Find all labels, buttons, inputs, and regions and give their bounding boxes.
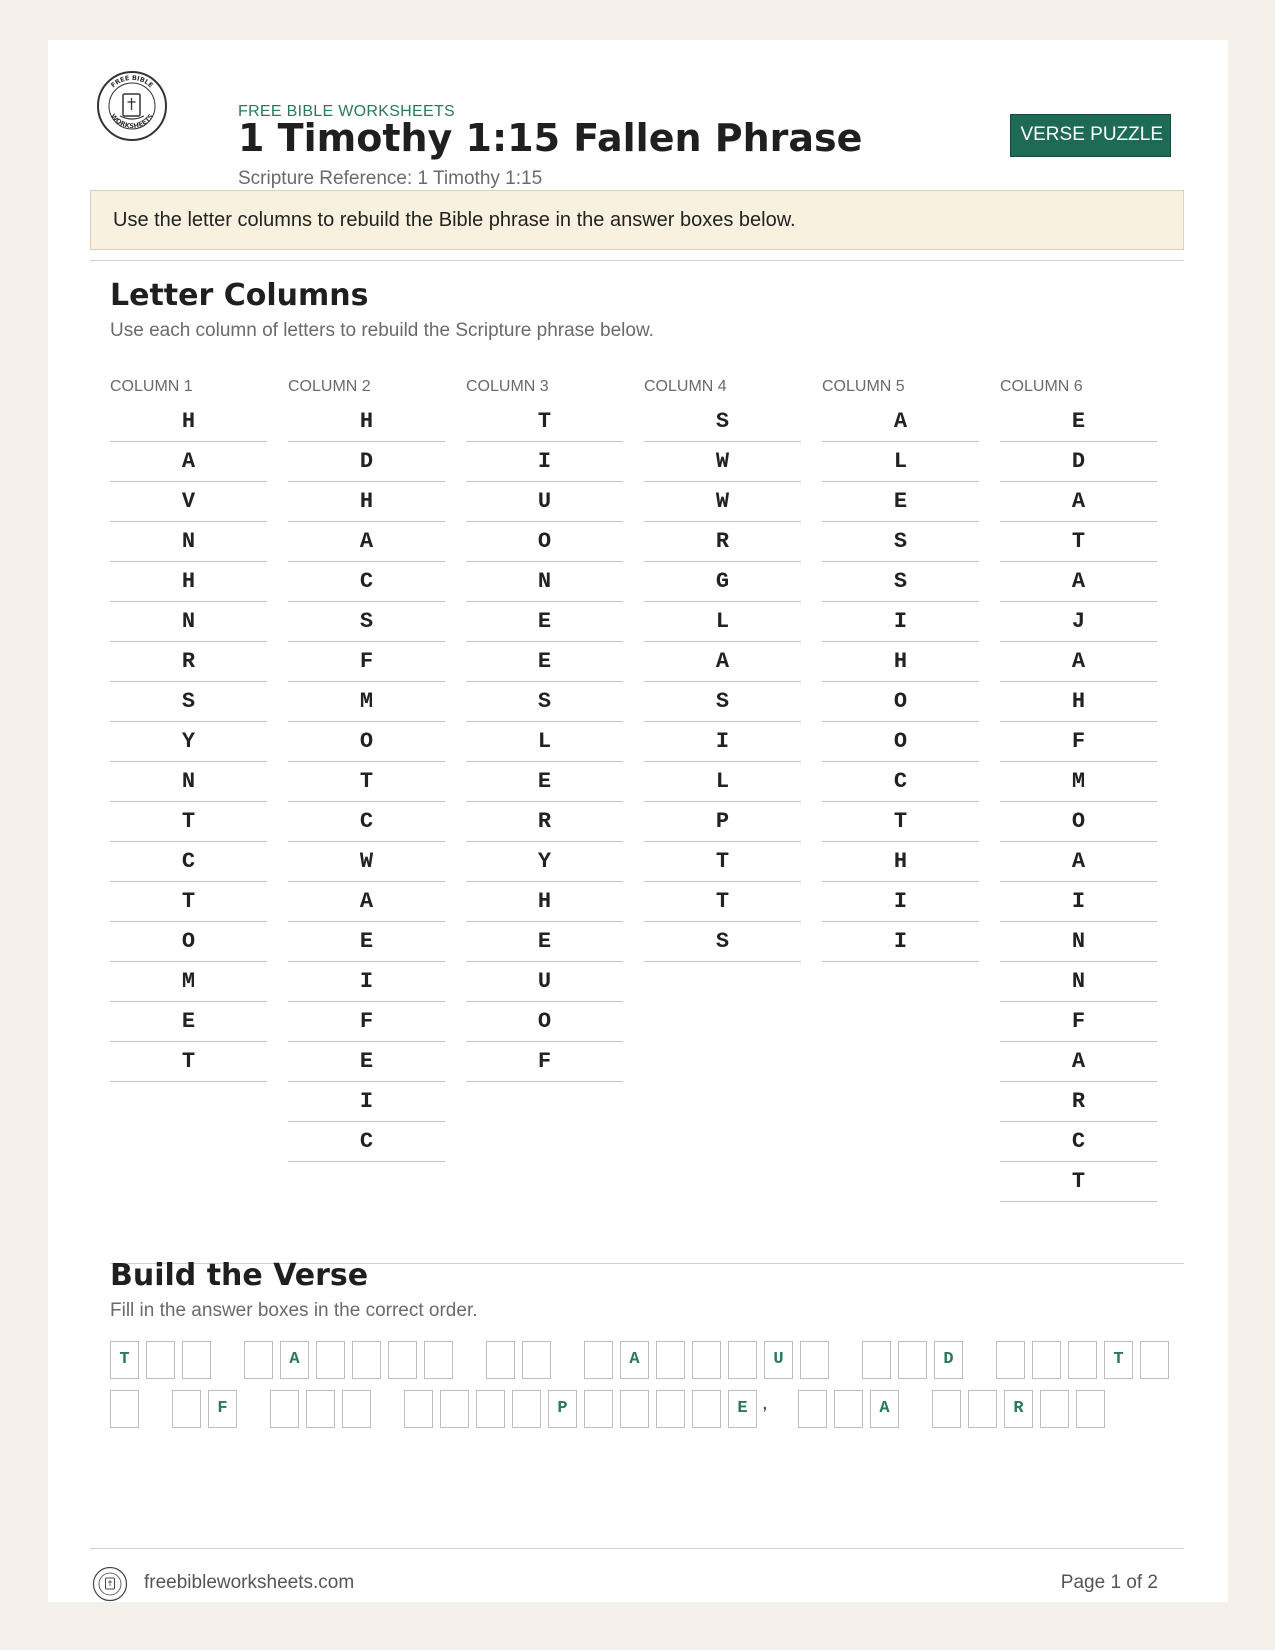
letter-cell: Y	[466, 842, 623, 882]
letter-cell: R	[466, 802, 623, 842]
letter-cell: I	[644, 722, 801, 762]
letter-cell: A	[1000, 642, 1157, 682]
letter-cell: A	[822, 402, 979, 442]
letter-cell: F	[466, 1042, 623, 1082]
answer-box[interactable]	[656, 1390, 685, 1428]
answer-box[interactable]	[424, 1341, 453, 1379]
letter-cell: I	[1000, 882, 1157, 922]
letter-cell: H	[110, 402, 267, 442]
letter-cell: U	[466, 962, 623, 1002]
letter-cell: A	[288, 522, 445, 562]
letter-cell: D	[288, 442, 445, 482]
header	[96, 70, 1181, 189]
letter-cell: I	[288, 1082, 445, 1122]
letter-cell: E	[466, 642, 623, 682]
letter-columns-subtitle: Use each column of letters to rebuild the Scripture phrase below.	[110, 320, 654, 341]
letter-cell: A	[1000, 482, 1157, 522]
letter-cell: S	[466, 682, 623, 722]
answer-box[interactable]	[404, 1390, 433, 1428]
letter-cell: A	[1000, 562, 1157, 602]
letter-cell: S	[644, 922, 801, 962]
letter-cell: A	[288, 882, 445, 922]
letter-cell: N	[1000, 962, 1157, 1002]
letter-cell: E	[466, 762, 623, 802]
answer-box[interactable]	[512, 1390, 541, 1428]
answer-box[interactable]	[620, 1390, 649, 1428]
letter-cell: L	[644, 762, 801, 802]
letter-cell: C	[1000, 1122, 1157, 1162]
answer-box[interactable]	[996, 1341, 1025, 1379]
letter-cell: U	[466, 482, 623, 522]
letter-column	[822, 377, 979, 962]
answer-box[interactable]	[800, 1341, 829, 1379]
letter-cell: I	[822, 602, 979, 642]
letter-cell: N	[466, 562, 623, 602]
letter-cell: T	[644, 842, 801, 882]
answer-box[interactable]	[146, 1341, 175, 1379]
letter-cell: P	[644, 802, 801, 842]
letter-columns-title: Letter Columns	[110, 278, 369, 313]
answer-box[interactable]	[1140, 1341, 1169, 1379]
letter-cell: I	[466, 442, 623, 482]
page-number: Page 1 of 2	[1060, 1572, 1158, 1593]
letter-cell: H	[822, 642, 979, 682]
letter-cell: T	[644, 882, 801, 922]
answer-box[interactable]: A	[280, 1341, 309, 1379]
answer-box[interactable]	[1076, 1390, 1105, 1428]
letter-cell: A	[1000, 1042, 1157, 1082]
letter-cell: N	[110, 762, 267, 802]
answer-box[interactable]: U	[764, 1341, 793, 1379]
letter-cell: E	[288, 1042, 445, 1082]
letter-cell: T	[110, 882, 267, 922]
bible-seal-logo	[92, 1566, 128, 1602]
letter-cell: O	[822, 682, 979, 722]
scripture-reference: Scripture Reference: 1 Timothy 1:15	[238, 168, 543, 189]
build-verse-subtitle: Fill in the answer boxes in the correct order.	[110, 1300, 478, 1321]
answer-box[interactable]	[798, 1390, 827, 1428]
answer-box[interactable]	[172, 1390, 201, 1428]
column-label: COLUMN 6	[1000, 378, 1083, 395]
answer-box[interactable]: A	[620, 1341, 649, 1379]
letter-cell: R	[110, 642, 267, 682]
letter-cell: W	[644, 482, 801, 522]
footer-divider	[90, 1548, 1184, 1549]
bible-seal-logo	[96, 70, 168, 142]
column-label: COLUMN 4	[644, 378, 727, 395]
svg-text:FREE BIBLE: FREE BIBLE	[109, 73, 155, 90]
answer-box[interactable]	[692, 1341, 721, 1379]
column-label: COLUMN 1	[110, 378, 193, 395]
answer-box[interactable]	[270, 1390, 299, 1428]
answer-box[interactable]	[932, 1390, 961, 1428]
letter-cell: E	[288, 922, 445, 962]
letter-cell: H	[822, 842, 979, 882]
letter-cell: T	[1000, 522, 1157, 562]
letter-cell: O	[466, 522, 623, 562]
answer-box[interactable]	[182, 1341, 211, 1379]
letter-cell: I	[822, 922, 979, 962]
section-divider	[90, 260, 1184, 261]
worksheet-page	[48, 40, 1228, 1602]
letter-cell: N	[1000, 922, 1157, 962]
answer-box[interactable]: E	[728, 1390, 757, 1428]
letter-cell: L	[822, 442, 979, 482]
letter-cell: S	[288, 602, 445, 642]
letter-cell: T	[110, 1042, 267, 1082]
answer-box[interactable]	[692, 1390, 721, 1428]
letter-cell: M	[1000, 762, 1157, 802]
answer-box[interactable]: R	[1004, 1390, 1033, 1428]
letter-cell: M	[110, 962, 267, 1002]
answer-box[interactable]	[1068, 1341, 1097, 1379]
letter-cell: T	[822, 802, 979, 842]
letter-cell: C	[288, 562, 445, 602]
letter-cell: F	[288, 642, 445, 682]
letter-cell: L	[644, 602, 801, 642]
letter-column	[110, 377, 267, 1082]
letter-cell: S	[644, 682, 801, 722]
letter-cell: V	[110, 482, 267, 522]
answer-box[interactable]	[440, 1390, 469, 1428]
letter-cell: C	[288, 1122, 445, 1162]
letter-cell: O	[1000, 802, 1157, 842]
letter-cell: F	[288, 1002, 445, 1042]
column-label: COLUMN 5	[822, 378, 905, 395]
letter-cell: H	[288, 402, 445, 442]
letter-cell: M	[288, 682, 445, 722]
answer-box[interactable]	[306, 1390, 335, 1428]
letter-cell: T	[1000, 1162, 1157, 1202]
letter-cell: O	[288, 722, 445, 762]
answer-box[interactable]	[316, 1341, 345, 1379]
letter-cell: O	[822, 722, 979, 762]
answer-box[interactable]	[342, 1390, 371, 1428]
letter-cell: E	[1000, 402, 1157, 442]
punctuation-mark: ,	[762, 1392, 768, 1414]
answer-box[interactable]	[898, 1341, 927, 1379]
answer-box[interactable]	[862, 1341, 891, 1379]
letter-cell: C	[110, 842, 267, 882]
answer-box[interactable]	[522, 1341, 551, 1379]
letter-cell: H	[288, 482, 445, 522]
letter-cell: C	[288, 802, 445, 842]
letter-cell: R	[1000, 1082, 1157, 1122]
letter-column	[466, 377, 623, 1082]
page-title: 1 Timothy 1:15 Fallen Phrase	[238, 116, 863, 160]
letter-cell: T	[110, 802, 267, 842]
letter-cell: D	[1000, 442, 1157, 482]
letter-cell: I	[288, 962, 445, 1002]
answer-box[interactable]	[584, 1341, 613, 1379]
answer-box[interactable]	[656, 1341, 685, 1379]
letter-cell: F	[1000, 1002, 1157, 1042]
letter-cell: W	[644, 442, 801, 482]
answer-box[interactable]	[352, 1341, 381, 1379]
letter-cell: Y	[110, 722, 267, 762]
letter-cell: R	[644, 522, 801, 562]
letter-cell: E	[822, 482, 979, 522]
answer-box[interactable]	[476, 1390, 505, 1428]
letter-cell: T	[466, 402, 623, 442]
svg-text:WORKSHEETS: WORKSHEETS	[108, 112, 156, 131]
column-label: COLUMN 3	[466, 378, 549, 395]
answer-box[interactable]	[244, 1341, 273, 1379]
letter-cell: L	[466, 722, 623, 762]
letter-cell: I	[822, 882, 979, 922]
instruction-banner: Use the letter columns to rebuild the Bible phrase in the answer boxes below.	[90, 190, 1184, 250]
letter-cell: S	[110, 682, 267, 722]
letter-cell: H	[466, 882, 623, 922]
brand-label: FREE BIBLE WORKSHEETS	[238, 103, 456, 120]
letter-cell: H	[110, 562, 267, 602]
answer-box[interactable]	[486, 1341, 515, 1379]
footer-site: freebibleworksheets.com	[144, 1572, 355, 1593]
verse-puzzle-badge: VERSE PUZZLE	[1010, 114, 1171, 157]
letter-cell: F	[1000, 722, 1157, 762]
answer-box[interactable]: T	[1104, 1341, 1133, 1379]
letter-cell: S	[822, 522, 979, 562]
letter-cell: S	[644, 402, 801, 442]
letter-cell: A	[644, 642, 801, 682]
letter-column	[288, 377, 445, 1162]
letter-cell: N	[110, 522, 267, 562]
answer-box[interactable]: F	[208, 1390, 237, 1428]
answer-box[interactable]	[834, 1390, 863, 1428]
answer-box[interactable]	[968, 1390, 997, 1428]
letter-cell: O	[466, 1002, 623, 1042]
letter-column	[644, 377, 801, 962]
answer-box[interactable]	[1032, 1341, 1061, 1379]
column-label: COLUMN 2	[288, 378, 371, 395]
answer-box[interactable]	[1040, 1390, 1069, 1428]
letter-cell: A	[1000, 842, 1157, 882]
letter-cell: J	[1000, 602, 1157, 642]
answer-box[interactable]: P	[548, 1390, 577, 1428]
letter-cell: N	[110, 602, 267, 642]
letter-cell: C	[822, 762, 979, 802]
letter-cell: S	[822, 562, 979, 602]
letter-cell: O	[110, 922, 267, 962]
letter-cell: T	[288, 762, 445, 802]
answer-box[interactable]	[728, 1341, 757, 1379]
answer-box[interactable]	[110, 1390, 139, 1428]
answer-box[interactable]: D	[934, 1341, 963, 1379]
answer-box[interactable]: T	[110, 1341, 139, 1379]
letter-cell: H	[1000, 682, 1157, 722]
letter-column	[1000, 377, 1157, 1202]
answer-box[interactable]	[584, 1390, 613, 1428]
letter-cell: W	[288, 842, 445, 882]
answer-box[interactable]	[388, 1341, 417, 1379]
answer-box[interactable]: A	[870, 1390, 899, 1428]
letter-cell: E	[466, 602, 623, 642]
build-verse-title: Build the Verse	[110, 1258, 369, 1293]
letter-cell: A	[110, 442, 267, 482]
letter-cell: E	[110, 1002, 267, 1042]
letter-cell: E	[466, 922, 623, 962]
letter-cell: G	[644, 562, 801, 602]
